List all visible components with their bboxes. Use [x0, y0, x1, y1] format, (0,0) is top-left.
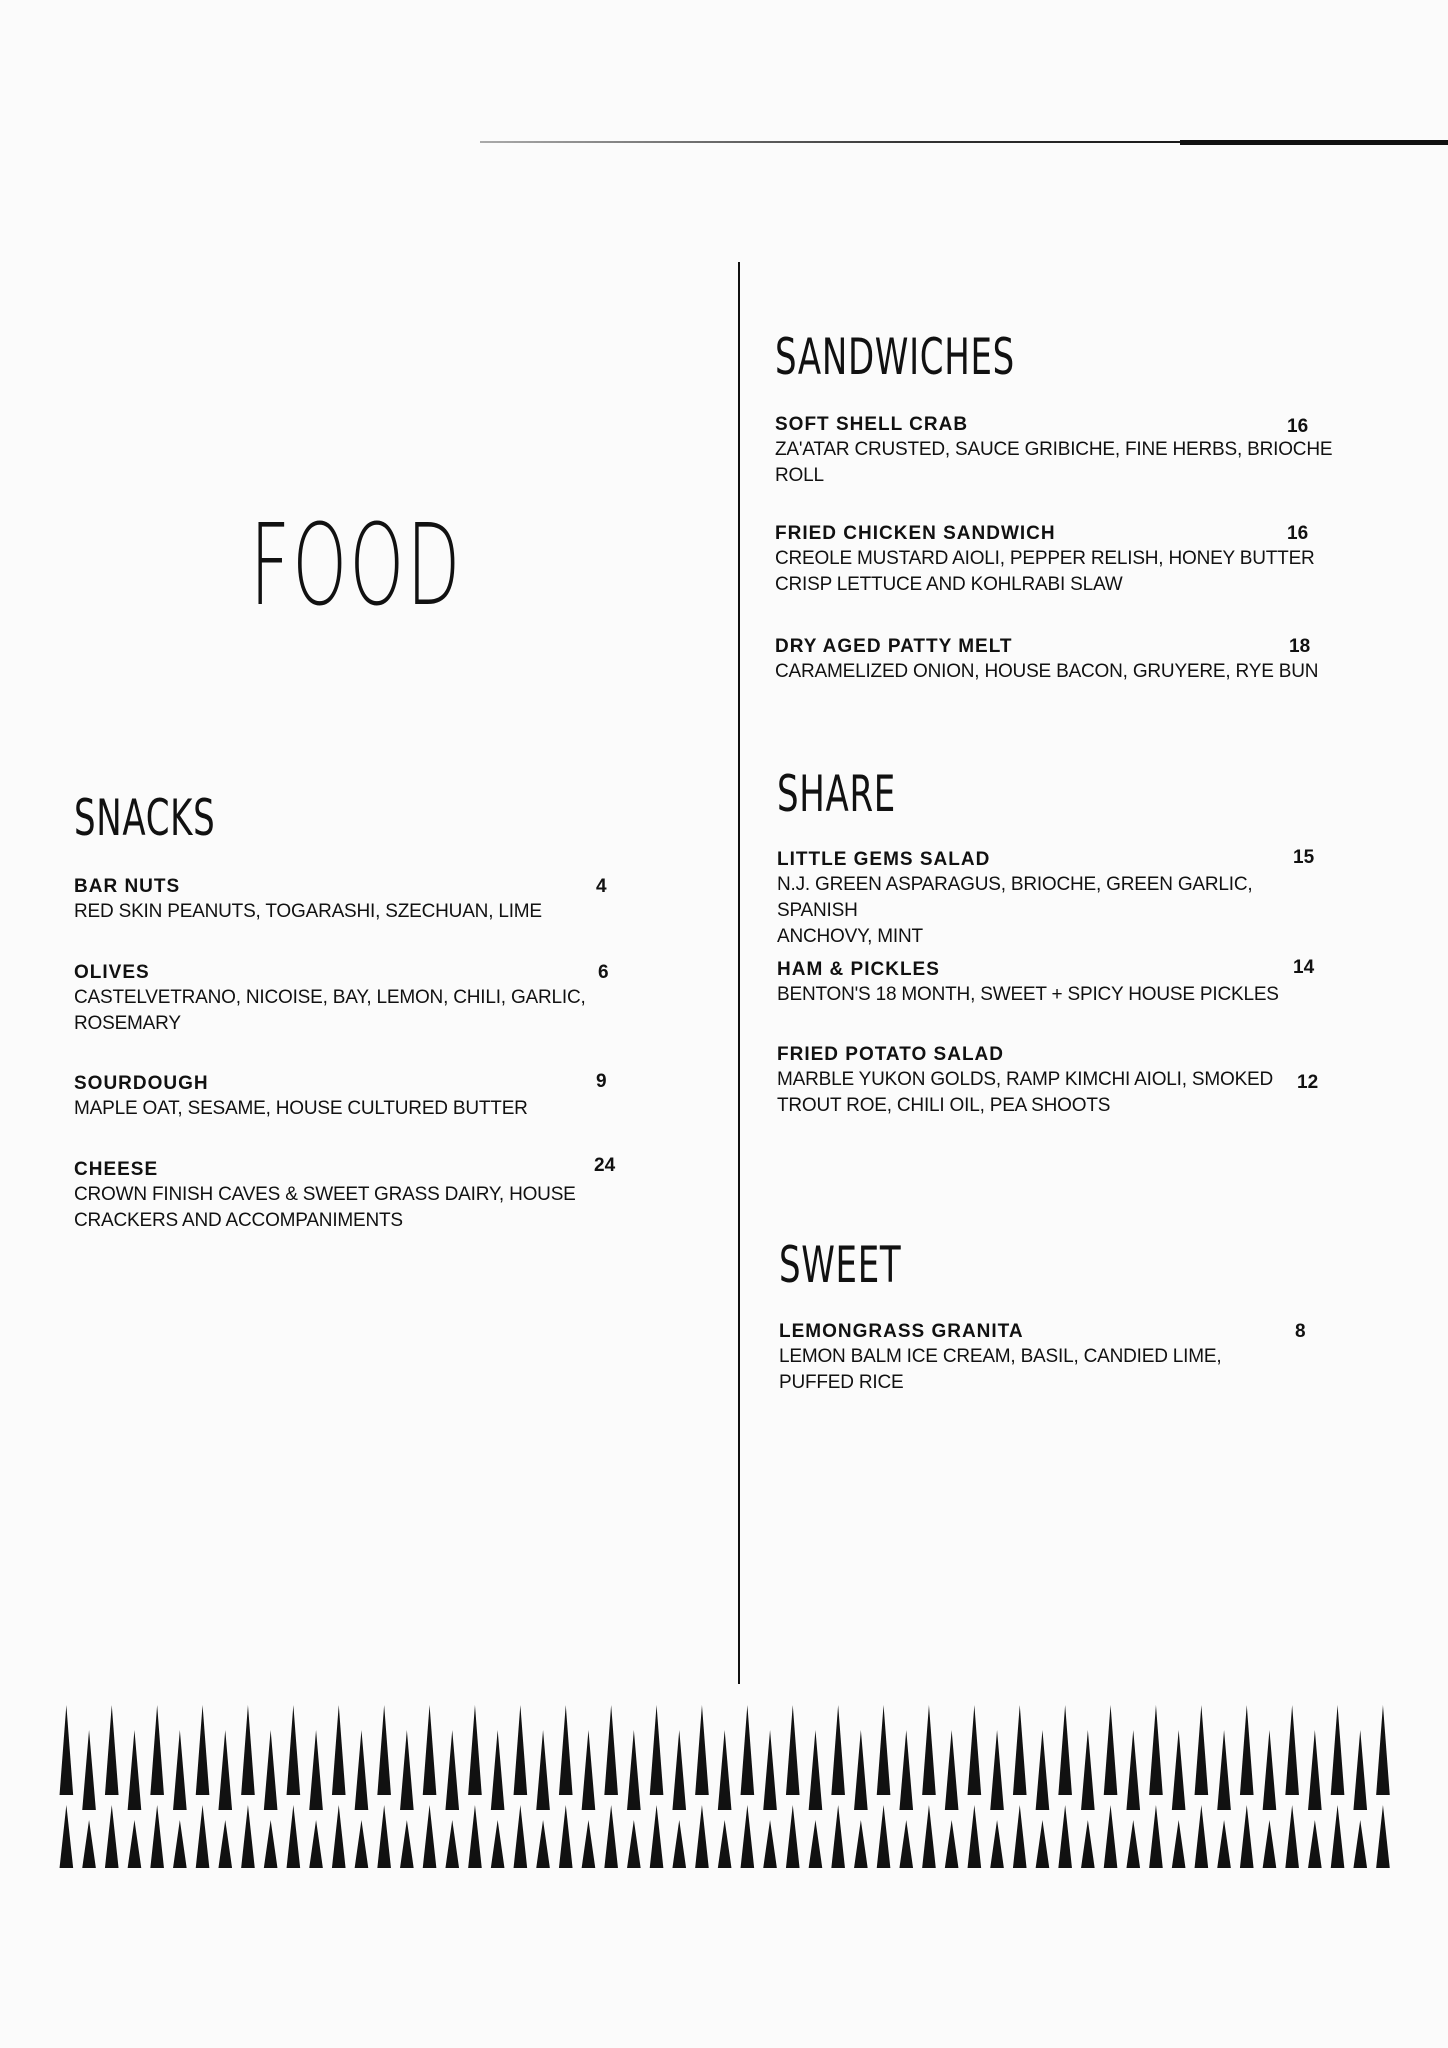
- item-description: ZA'ATAR CRUSTED, SAUCE GRIBICHE, FINE HERBS, BRIOCHE: [775, 439, 1333, 460]
- pattern-triangle: [559, 1805, 573, 1868]
- pattern-triangle: [718, 1730, 732, 1810]
- top-rule-accent: [1180, 140, 1448, 145]
- item-name: HAM & PICKLES: [777, 959, 940, 980]
- pattern-triangle: [604, 1805, 618, 1868]
- item-description-line2: CRACKERS AND ACCOMPANIMENTS: [74, 1210, 403, 1231]
- pattern-triangle: [809, 1730, 823, 1810]
- pattern-triangle: [287, 1805, 301, 1868]
- item-name: SOURDOUGH: [74, 1073, 209, 1094]
- pattern-triangle: [1240, 1705, 1254, 1795]
- pattern-triangle: [1195, 1705, 1209, 1795]
- share-heading: SHARE: [777, 765, 896, 823]
- item-price: 14: [1293, 957, 1315, 978]
- pattern-triangle: [150, 1805, 164, 1868]
- pattern-triangle: [445, 1820, 459, 1868]
- pattern-triangle: [968, 1705, 982, 1795]
- pattern-triangle: [763, 1820, 777, 1868]
- pattern-triangle: [1240, 1805, 1254, 1868]
- menu-item-fried-chicken-sandwich: [775, 522, 1335, 598]
- pattern-triangle: [468, 1805, 482, 1868]
- pattern-triangle: [60, 1705, 74, 1795]
- item-price: 16: [1287, 523, 1309, 544]
- item-name: OLIVES: [74, 962, 150, 983]
- pattern-triangle: [1331, 1705, 1345, 1795]
- pattern-triangle: [1058, 1705, 1072, 1795]
- pattern-triangle: [514, 1705, 528, 1795]
- item-name: SOFT SHELL CRAB: [775, 414, 969, 435]
- pattern-triangle: [332, 1705, 346, 1795]
- pattern-triangle: [355, 1820, 369, 1868]
- pattern-triangle: [672, 1730, 686, 1810]
- pattern-triangle: [899, 1820, 913, 1868]
- pattern-triangle: [82, 1730, 96, 1810]
- pattern-triangle: [1172, 1730, 1186, 1810]
- item-description: RED SKIN PEANUTS, TOGARASHI, SZECHUAN, LIME: [74, 901, 542, 922]
- pattern-triangle: [1013, 1705, 1027, 1795]
- pattern-triangle: [1285, 1705, 1299, 1795]
- pattern-triangle: [128, 1820, 142, 1868]
- item-price: 16: [1287, 416, 1309, 437]
- pattern-triangle: [1081, 1820, 1095, 1868]
- pattern-triangle: [196, 1705, 210, 1795]
- pattern-triangle: [309, 1730, 323, 1810]
- pattern-triangle: [877, 1805, 891, 1868]
- item-description-line2: CRISP LETTUCE AND KOHLRABI SLAW: [775, 574, 1123, 595]
- pattern-triangle: [514, 1805, 528, 1868]
- pattern-triangle: [196, 1805, 210, 1868]
- pattern-triangle: [1376, 1705, 1390, 1795]
- menu-item-fried-potato-salad: [777, 1043, 1337, 1119]
- pattern-triangle: [241, 1805, 255, 1868]
- pattern-triangle: [1308, 1730, 1322, 1810]
- pattern-triangle: [582, 1730, 596, 1810]
- pattern-triangle: [695, 1705, 709, 1795]
- pattern-triangle: [1353, 1820, 1367, 1868]
- pattern-triangle: [332, 1805, 346, 1868]
- item-name: DRY AGED PATTY MELT: [775, 636, 1013, 657]
- pattern-triangle: [786, 1805, 800, 1868]
- pattern-triangle: [718, 1820, 732, 1868]
- item-name: LITTLE GEMS SALAD: [777, 849, 991, 870]
- snacks-heading: SNACKS: [74, 789, 216, 847]
- pattern-triangle: [1263, 1730, 1277, 1810]
- pattern-triangle: [445, 1730, 459, 1810]
- pattern-triangle: [1308, 1820, 1322, 1868]
- pattern-triangle: [173, 1730, 187, 1810]
- item-description: BENTON'S 18 MONTH, SWEET + SPICY HOUSE PICKLES: [777, 984, 1279, 1005]
- pattern-triangle: [377, 1805, 391, 1868]
- pattern-triangle: [60, 1805, 74, 1868]
- item-description: CREOLE MUSTARD AIOLI, PEPPER RELISH, HONEY BUTTER: [775, 548, 1315, 569]
- pattern-triangle: [650, 1805, 664, 1868]
- pattern-triangle: [604, 1705, 618, 1795]
- pattern-triangle: [218, 1820, 232, 1868]
- menu-item-bar-nuts: [74, 875, 634, 925]
- pattern-triangle: [786, 1705, 800, 1795]
- menu-item-olives: [74, 961, 634, 1037]
- menu-item-ham-and-pickles: [777, 958, 1337, 1008]
- pattern-triangle: [1285, 1805, 1299, 1868]
- item-description: CASTELVETRANO, NICOISE, BAY, LEMON, CHILI, GARLIC,: [74, 987, 586, 1008]
- pattern-triangle: [423, 1805, 437, 1868]
- pattern-triangle: [82, 1820, 96, 1868]
- pattern-triangle: [945, 1820, 959, 1868]
- item-name: CHEESE: [74, 1159, 159, 1180]
- pattern-triangle: [1263, 1820, 1277, 1868]
- pattern-triangle: [990, 1820, 1004, 1868]
- item-price: 4: [596, 876, 607, 897]
- pattern-triangle: [968, 1805, 982, 1868]
- pattern-triangle: [741, 1705, 755, 1795]
- pattern-triangle: [309, 1820, 323, 1868]
- pattern-triangle: [672, 1820, 686, 1868]
- item-price: 24: [594, 1155, 616, 1176]
- item-description-line2: ROLL: [775, 465, 824, 486]
- pattern-triangle: [922, 1705, 936, 1795]
- item-price: 15: [1293, 847, 1315, 868]
- item-price: 8: [1295, 1321, 1306, 1342]
- item-description: MAPLE OAT, SESAME, HOUSE CULTURED BUTTER: [74, 1098, 528, 1119]
- pattern-triangle: [105, 1805, 119, 1868]
- item-name: FRIED POTATO SALAD: [777, 1044, 1004, 1065]
- pattern-triangle: [899, 1730, 913, 1810]
- pattern-triangle: [150, 1705, 164, 1795]
- pattern-triangle: [105, 1705, 119, 1795]
- pattern-triangle: [1126, 1820, 1140, 1868]
- pattern-triangle: [627, 1820, 641, 1868]
- pattern-triangle: [922, 1805, 936, 1868]
- item-price: 12: [1297, 1072, 1319, 1093]
- pattern-triangle: [559, 1705, 573, 1795]
- pattern-triangle: [990, 1730, 1004, 1810]
- menu-item-cheese: [74, 1155, 634, 1234]
- item-description: CARAMELIZED ONION, HOUSE BACON, GRUYERE, RYE BUN: [775, 661, 1319, 682]
- pattern-triangle: [650, 1705, 664, 1795]
- pattern-triangle: [809, 1820, 823, 1868]
- menu-item-lemongrass-granita: [779, 1320, 1339, 1396]
- pattern-triangle: [627, 1730, 641, 1810]
- pattern-triangle: [400, 1820, 414, 1868]
- pattern-triangle: [1036, 1730, 1050, 1810]
- pattern-triangle: [241, 1705, 255, 1795]
- pattern-triangle: [831, 1805, 845, 1868]
- pattern-triangle: [1149, 1705, 1163, 1795]
- pattern-triangle: [287, 1705, 301, 1795]
- decorative-triangle-pattern: [55, 1700, 1415, 1870]
- pattern-triangle: [831, 1705, 845, 1795]
- pattern-triangle: [468, 1705, 482, 1795]
- item-name: BAR NUTS: [74, 876, 181, 897]
- item-price: 6: [598, 962, 609, 983]
- pattern-triangle: [1013, 1805, 1027, 1868]
- pattern-triangle: [355, 1730, 369, 1810]
- pattern-triangle: [400, 1730, 414, 1810]
- pattern-triangle: [423, 1705, 437, 1795]
- pattern-triangle: [763, 1730, 777, 1810]
- pattern-triangle: [491, 1820, 505, 1868]
- item-description: CROWN FINISH CAVES & SWEET GRASS DAIRY, HOUSE: [74, 1184, 576, 1205]
- item-description: N.J. GREEN ASPARAGUS, BRIOCHE, GREEN GARLIC, SPANISH: [777, 874, 1253, 921]
- pattern-triangle: [264, 1730, 278, 1810]
- column-divider: [738, 262, 740, 1684]
- pattern-triangle: [173, 1820, 187, 1868]
- item-name: LEMONGRASS GRANITA: [779, 1321, 1024, 1342]
- pattern-triangle: [536, 1730, 550, 1810]
- pattern-triangle: [1217, 1730, 1231, 1810]
- pattern-triangle: [1331, 1805, 1345, 1868]
- pattern-triangle: [877, 1705, 891, 1795]
- item-description: MARBLE YUKON GOLDS, RAMP KIMCHI AIOLI, SMOKED: [777, 1069, 1274, 1090]
- menu-item-little-gems-salad: [777, 848, 1337, 950]
- pattern-triangle: [945, 1730, 959, 1810]
- menu-item-dry-aged-patty-melt: [775, 635, 1335, 685]
- pattern-triangle: [1172, 1820, 1186, 1868]
- pattern-triangle: [491, 1730, 505, 1810]
- pattern-triangle: [1058, 1805, 1072, 1868]
- item-name: FRIED CHICKEN SANDWICH: [775, 523, 1056, 544]
- pattern-triangle: [854, 1820, 868, 1868]
- menu-title: FOOD: [250, 501, 463, 631]
- pattern-triangle: [377, 1705, 391, 1795]
- pattern-triangle: [1104, 1805, 1118, 1868]
- item-description-line2: ROSEMARY: [74, 1013, 181, 1034]
- pattern-triangle: [1081, 1730, 1095, 1810]
- pattern-triangle: [1036, 1820, 1050, 1868]
- pattern-triangle: [1376, 1805, 1390, 1868]
- pattern-triangle: [264, 1820, 278, 1868]
- pattern-triangle: [1149, 1805, 1163, 1868]
- sandwiches-heading: SANDWICHES: [775, 328, 1015, 386]
- pattern-triangle: [854, 1730, 868, 1810]
- menu-item-soft-shell-crab: [775, 413, 1335, 489]
- item-description-line2: TROUT ROE, CHILI OIL, PEA SHOOTS: [777, 1095, 1111, 1116]
- menu-item-sourdough: [74, 1072, 634, 1122]
- pattern-triangle: [741, 1805, 755, 1868]
- item-price: 18: [1289, 636, 1311, 657]
- item-price: 9: [596, 1071, 607, 1092]
- pattern-triangle: [1104, 1705, 1118, 1795]
- pattern-triangle: [695, 1805, 709, 1868]
- pattern-triangle: [582, 1820, 596, 1868]
- pattern-triangle: [1353, 1730, 1367, 1810]
- item-description-line2: PUFFED RICE: [779, 1372, 904, 1393]
- pattern-triangle: [128, 1730, 142, 1810]
- sweet-heading: SWEET: [779, 1236, 902, 1294]
- pattern-triangle: [1126, 1730, 1140, 1810]
- pattern-triangle: [1217, 1820, 1231, 1868]
- item-description: LEMON BALM ICE CREAM, BASIL, CANDIED LIME,: [779, 1346, 1222, 1367]
- pattern-triangle: [536, 1820, 550, 1868]
- item-description-line2: ANCHOVY, MINT: [777, 926, 923, 947]
- pattern-triangle: [218, 1730, 232, 1810]
- pattern-triangle: [1195, 1805, 1209, 1868]
